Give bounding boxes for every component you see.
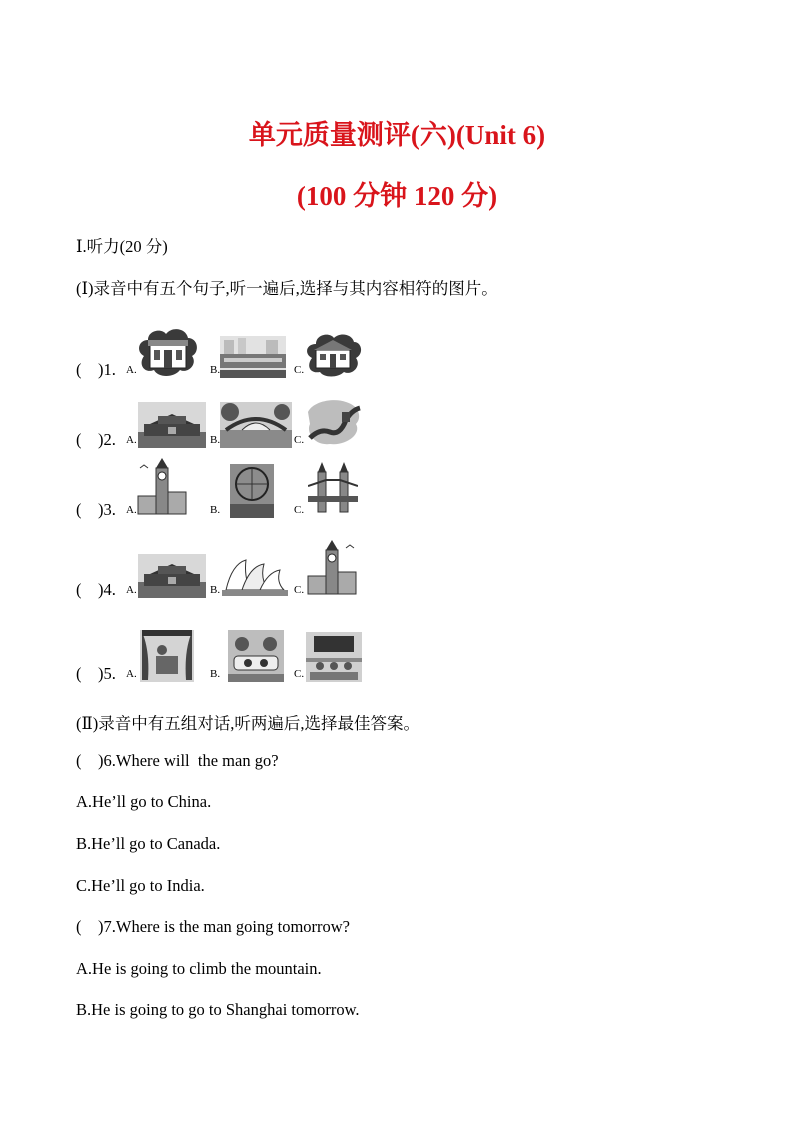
option-b-label: B. — [210, 364, 221, 376]
question-row-1 — [76, 318, 396, 380]
stone-bridge-icon — [220, 402, 292, 448]
option-b-label: B. — [210, 434, 221, 446]
option-c-label: C. — [294, 364, 305, 376]
question-number: ( )4. — [76, 580, 116, 599]
option-b-label: B. — [210, 668, 221, 680]
question-row-4 — [76, 538, 396, 600]
option-a-label: A. — [126, 434, 137, 446]
part2-instruction: (Ⅱ)录音中有五组对话,听两遍后,选择最佳答案。 — [76, 714, 420, 733]
answer-option: A.He is going to climb the mountain. — [76, 959, 322, 978]
question-row-5 — [76, 622, 396, 684]
option-c-label: C. — [294, 584, 305, 596]
ferris-wheel-icon — [230, 464, 274, 518]
restaurant-cloud-icon — [136, 326, 200, 378]
big-ben-icon — [306, 540, 358, 598]
option-c-label: C. — [294, 668, 305, 680]
answer-option: B.He is going to go to Shanghai tomorrow. — [76, 1000, 360, 1019]
question-number: ( )5. — [76, 664, 116, 683]
page-subtitle: (100 分钟 120 分) — [296, 181, 498, 211]
answer-option: B.He’ll go to Canada. — [76, 834, 221, 853]
option-b-label: B. — [210, 504, 221, 516]
part1-instruction: (Ⅰ)录音中有五个句子,听一遍后,选择与其内容相符的图片。 — [76, 279, 498, 298]
question-number: ( )3. — [76, 500, 116, 519]
tower-bridge-icon — [308, 462, 358, 518]
cinema-icon — [140, 630, 194, 682]
question-row-2 — [76, 388, 396, 450]
page-title: 单元质量测评(六)(Unit 6) — [248, 120, 546, 150]
option-a-label: A. — [126, 364, 137, 376]
city-station-icon — [220, 336, 286, 378]
house-cloud-icon — [304, 332, 362, 378]
option-c-label: C. — [294, 434, 305, 446]
option-a-label: A. — [126, 504, 137, 516]
question-7: ( )7.Where is the man going tomorrow? — [76, 917, 351, 936]
tiananmen-icon — [138, 402, 206, 448]
school-icon — [306, 632, 362, 682]
great-wall-icon — [306, 398, 362, 448]
opera-house-icon — [222, 556, 288, 598]
big-ben-icon — [136, 458, 188, 518]
answer-option: C.He’ll go to India. — [76, 876, 205, 895]
question-number: ( )2. — [76, 430, 116, 449]
option-a-label: A. — [126, 584, 137, 596]
option-a-label: A. — [126, 668, 137, 680]
option-b-label: B. — [210, 584, 221, 596]
question-number: ( )1. — [76, 360, 116, 379]
tiananmen-icon — [138, 554, 206, 598]
question-row-3 — [76, 458, 396, 520]
option-c-label: C. — [294, 504, 305, 516]
answer-option: A.He’ll go to China. — [76, 792, 212, 811]
question-6: ( )6.Where will the man go? — [76, 751, 279, 770]
zoo-icon — [228, 630, 284, 682]
section-heading: Ⅰ.听力(20 分) — [76, 237, 168, 256]
